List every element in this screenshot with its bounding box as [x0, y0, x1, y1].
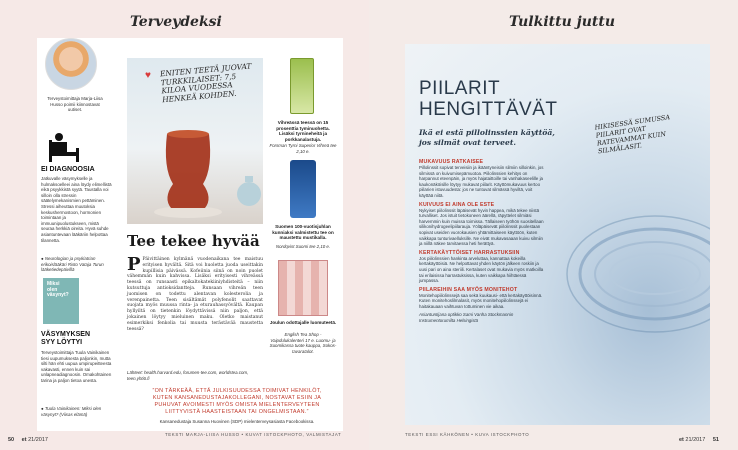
article-deck: Ikä ei estä pillolinssien käyttöä, jos silmät ovat terveet.: [419, 128, 555, 147]
section-4-heading: PIILAREIHIN SAA MYÖS MONITEHOT: [419, 286, 518, 293]
drop-cap: P: [127, 254, 141, 275]
right-page: [369, 0, 738, 450]
footer-credit-right: TEKSTI ESSI KÄHKÖNEN • KUVA ISTOCKPHOTO: [405, 432, 530, 437]
page-number-right: 51: [712, 437, 719, 443]
section-3-text: Jos piilolinssien hankinta arveluttaa, kannattaa kokeilla kertakäyttöisiä. Ne helpottavat yhden käytön jälkeen roskiin ja uusi pari on aina steriili. Kertalaset ovat mukavia myös matkoilla tai erilaisissa harrastuksissa, kuten vaikkapa hiihtäessä jumpassa.: [419, 255, 544, 284]
contact-lens-ripple-illustration: [545, 154, 710, 384]
title-line-2: HENGITTÄVÄT: [419, 99, 558, 120]
book-text: Terveystoimittaja Tuula Vainikainen tiesi uupumuksesta paljonkin, mutta silti hän ehti uupua umpirupeitteesta vakavasti, ennen kuin sai unlapneadiagnoosin. Omakohtainen tarina ja paljon tietoa unesta.: [41, 350, 112, 383]
article-sections: [419, 159, 545, 324]
product-2-caption: Suomen 100-vuotisjuhlan kunniaksi valmistettu tee on maustettu mustikalla.: [272, 224, 334, 241]
issue-left: 21/2017: [28, 437, 48, 443]
product-3-caption: Joulun odottajalle luomuteetä.: [269, 320, 337, 325]
handwritten-note: HIKISESSÄ SUMUSSA PIILARIT OVAT RATEVAMMAT KUIN SILMÄLASIT.: [594, 113, 671, 156]
section-1-text: Pillolinssit sopivat terveisiin ja ikääntyneisiin silmiin silloinkin, jos silmissä on kuivumisepämuotoa. Piilolinssien kehitys on harpannut eteenpäin, ja myös hajataittoille tai vanhakaseelille ja kaukonäköisille löytyy mukavat piilarit. Käyttömukavuus kertoo piilarien istuvuudesta: jos ne tuntuvat silmässä hyviltä, voit käyttää niitä.: [419, 165, 544, 198]
pull-quote: ”ON TÄRKEÄÄ, ETTÄ JULKISUUDESSA TOIMIVAT HENKILÖT, KUTEN KANSANEDUSTAJAKOLLEGANI, NOSTAVAT ESIIN JA PUHUVAT AVOIMESTI MYÖS OMISTA MIELENTERVEYTEEN LIITTYVISTÄ HAASTEISTAAN TAI ONGELMISTAAN.”: [152, 388, 322, 415]
article-title: Tee tekee hyvää: [127, 232, 260, 250]
product-1-brand: Forsman Tyrni Superior Vihreä tee 2,10 e.: [269, 143, 337, 154]
folio-right: [679, 437, 719, 443]
product-2-brand: Nordqvist Suomi tee 2,10 e.: [275, 244, 331, 249]
section-3-heading: KERTAKÄYTTÖISET HARRASTUKSIIN: [419, 249, 520, 256]
tea-photo-caption: ENITEN TEETÄ JUOVAT TURKKILAISET: 7,5 KILOA VUODESSA HENKEÄ KOHDEN.: [159, 61, 252, 105]
book-heading: [41, 331, 90, 347]
patient-in-bed-icon: [47, 130, 81, 164]
folio-left: [8, 437, 48, 443]
section-title-left: Terveydeksi: [130, 14, 222, 30]
book-cover-title-1: Miksi: [47, 281, 60, 287]
footer-credit-left: TEKSTI MARJA-LIISA HUSSO • KUVAT ISTOCKPHOTO, VALMISTAJAT: [165, 432, 342, 437]
article-title-right: [419, 78, 558, 120]
section-1-heading: MUKAVUUS RATKAISEE: [419, 159, 484, 165]
products-column: [268, 58, 338, 368]
author-intro: Terveystoimittaja Marja-Liisa Husso poimii kiinnostavat uutiset.: [47, 96, 103, 113]
teapot-illustration: [235, 168, 261, 208]
book-cover-title-2: olen: [47, 286, 58, 293]
product-2-image: [290, 160, 316, 218]
article-body: [127, 254, 263, 332]
diagnosis-source: ● Neurologian ja psykiatrian erikoislääkäri Risto Vataja Turun lääketiedepäivillä: [41, 256, 104, 273]
tea-photo: [127, 58, 263, 224]
title-line-1: PIILARIT: [419, 78, 501, 99]
avatar: [45, 38, 97, 90]
book-heading-line-1: VÄSYMYKSEN: [41, 331, 91, 338]
sidebar: [37, 38, 119, 431]
diagnosis-text: Jatkuvalle väsymykselle ja hulmaksoelleei aina löydy elimellistä eikä psyykkistä syytä. Taustalla voi silloin olla stressin säätelymekanismien pettäminen. Stressi aiheuttaa muutoksia keskushermostoon, hormonien toimintaan ja immuunipuolustukseen, mistä seuraa herkkiä oireita. Hyvä suhde asiantuntevaan lääkäriin helpottaa tilannetta.: [41, 176, 112, 243]
diagnosis-heading: EI DIAGNOOSIA: [41, 166, 95, 173]
tea-glass-illustration: [153, 128, 223, 218]
book-source: ● Tuula Vainikainen: Miksi olen väsynyt? (Viisas elämä): [41, 406, 102, 417]
section-2-heading: KUIVUUS EI AINA OLE ESTE: [419, 201, 495, 208]
section-4-text: Monitehopiilolinssejä saa sekä kuukausi- että kertakäyttöisinnä. Kuten monitehoslilmalasit, myös monitehopiilolinssejä ei haitakauaan vaihtuvan tottuminen vie aikaa.: [419, 292, 543, 309]
book-cover: [43, 278, 79, 324]
product-3-image: [278, 260, 328, 316]
product-1-caption: Vihreässä teessä on 15 prosenttia tyminuohetta. Lisäksi tyrnineheitä ja porkkanalastuja.: [276, 120, 330, 142]
mag-name-right: et: [679, 437, 684, 443]
issue-right: 21/2017: [685, 437, 706, 443]
section-3: [419, 250, 545, 284]
product-3-brand: English Tea Shop - Vaipdulukalenteri 17 e. Luomu- ja Suomikassa tuote kauppa, Sokos-tavaratalot.: [269, 332, 337, 354]
section-1: [419, 159, 545, 199]
section-title-right: Tulkittu juttu: [509, 14, 615, 30]
quote-source: Kansanedustaja Susanna Huovinen (SDP) mielenterveysasiasta Facebookissa.: [159, 419, 315, 424]
heart-icon: ♥: [145, 70, 151, 81]
section-2: [419, 202, 545, 247]
product-1-image: [290, 58, 314, 114]
page-number-left: 50: [8, 437, 15, 443]
book-cover-title-3: väsynyt?: [47, 292, 69, 298]
expert-source: Asiantuntijana optikko Sami Vanha Stockmannin Instrumentorumilta Helsingistä: [419, 312, 514, 324]
section-2-text: Nykyiset piilolinssit läpäisevät hyvin happea, mikä tekee niistä turvalliset. Jos istuit tietokoneen äärellä, räpyttelet silmiäsi harvemmin kuin muissa toimissa. Tällaiseen työhön suositellaan silikonihydrogeelipiilarauja. Yöläpäisevät piilolinssit puolestaan sopivat useiden vuorokausien yhtämittaiseen käyttöön, kuten vaikkapa tunturivaelluksille. Ne eivät mukavasaaan kuivu silmiin ja niillä näkee tarvitaessa heti herättyä.: [419, 207, 544, 247]
article-source: Lähteet: health.harvard.edu, forumen-tee.com, worldstea.com, teen.yhtiö.fi: [127, 370, 249, 381]
section-4: [419, 287, 545, 310]
article-body-text: Päivittäinen kylmänä vuodenaikana tee maistuu erityisen hyvältä. Sitä voi huoletta juoda useittakin kupillisia päivässä. Kofeiinia siinä on noin puolet vähemmän kuin kahvissa. Lisäksi erityisesti vihreässä teessä on runsaasti epikaltokatekiiniyhdisteitä – niin kutsuttuja antioksidantteja. Runsaan vihreän teen juomisen on todettu alentavan kolesterolia ja verenpainetta. Teen sisältämät polyfenolit saattavat suojata myös muussa rinta- ja eturauhassyövältä. Kaupan hyllyiltä on tietenkin löydyttävissä niin paljon, että jokainen löytyy mieluinen maku. Oletko maistanut esimerkiksi fenkolia tai muusta terästävää maustetta teessä?: [127, 257, 263, 332]
mag-name-left: et: [21, 437, 27, 443]
book-heading-line-2: SYY LÖYTYI: [41, 339, 83, 346]
